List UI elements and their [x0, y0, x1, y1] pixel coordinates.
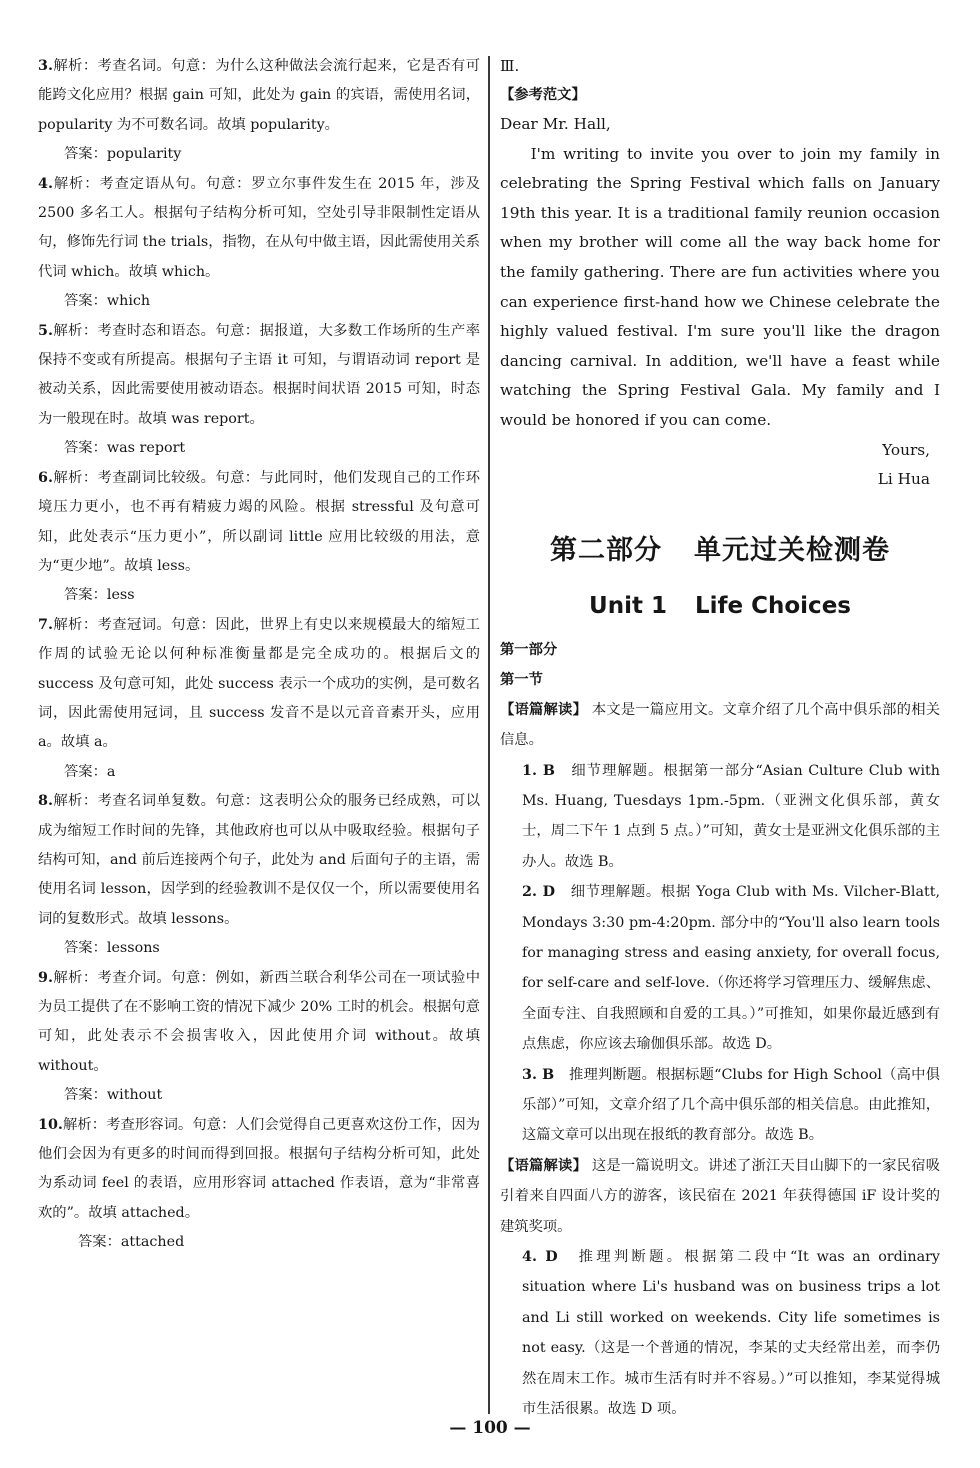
answer-6: 答案：less [64, 587, 135, 604]
answer-5: 答案：was report [64, 440, 186, 457]
answer-4: 答案：which [64, 293, 151, 310]
explanation-5: 5.解析：考查时态和语态。句意：据报道，大多数工作场所的生产率保持不变或有所提高。根据句子主语 it 可知，与谓语动词 report 是被动关系，因此需要使用被动语态。根据时间状语 2015 可知，时态为一般现在时。故填 was report。 [38, 322, 480, 427]
right-column [500, 52, 940, 1424]
explanation-9: 9.解析：考查介词。句意：例如，新西兰联合利华公司在一项试验中为员工提供了在不影响工资的情况下减少 20% 工时的机会。根据句意可知，此处表示不会损害收入，因此使用介词 without。故填 without。 [38, 969, 480, 1074]
passage-1-summary: 【语篇解读】 本文是一篇应用文。文章介绍了几个高中俱乐部的相关信息。 [500, 701, 941, 749]
answer-9: 答案：without [64, 1087, 163, 1104]
question-3-explanation: 3. B 推理判断题。根据标题“Clubs for High School（高中俱乐部）”可知，文章介绍了几个高中俱乐部的相关信息。由此推知，这篇文章可以出现在报纸的教育部分。故选 B。 [522, 1066, 940, 1144]
unit-number: Unit 1 [589, 592, 667, 619]
letter-closing: Yours, [882, 440, 930, 459]
question-4-explanation: 4. D 推理判断题。根据第二段中“It was an ordinary situation where Li's husband was on business trips a lot and Li still worked on weekends. City life sometimes is not easy.（这是一个普通的情况，李某的丈夫经常出差，而李仍然在周末工作。城市生活有时并不容易。）”可以推知，李某觉得城市生活很累。故选 D 项。 [522, 1249, 940, 1418]
part-name: 单元过关检测卷 [694, 534, 890, 566]
explanation-4: 4.解析：考查定语从句。句意：罗立尔事件发生在 2015 年，涉及 2500 多名工人。根据句子结构分析可知，空处引导非限制性定语从句，修饰先行词 the trials，指物，在从句中做主语，因此需使用关系代词 which。故填 which。 [38, 175, 480, 280]
part-number: 第二部分 [550, 534, 662, 566]
question-2-explanation: 2. D 细节理解题。根据 Yoga Club with Ms. Vilcher-Blatt, Mondays 3:30 pm-4:20pm. 部分中的“You'll also learn tools for managing stress and easing anxiety, for overall focus, for self-care and self-love.（你还将学习管理压力、缓解焦虑、全面专注、自我照顾和自爱的工具。）”可推知，如果你最近感到有点焦虑，你应该去瑜伽俱乐部。故选 D。 [522, 884, 940, 1053]
explanation-8: 8.解析：考查名词单复数。句意：这表明公众的服务已经成熟，可以成为缩短工作时间的先锋，其他政府也可以从中吸取经验。根据句子结构可知，and 前后连接两个句子，此处为 and 后面句子的主语，需使用名词 lesson，因学到的经验教训不是仅仅一个，所以需要使用名词的复数形式。故填 lessons。 [38, 793, 480, 927]
passage-2-summary: 【语篇解读】 这是一篇说明文。讲述了浙江天目山脚下的一家民宿吸引着来自四面八方的游客，该民宿在 2021 年获得德国 iF 设计奖的建筑奖项。 [500, 1157, 941, 1235]
left-column [38, 52, 480, 1258]
letter-signature: Li Hua [877, 470, 930, 489]
unit-name: Life Choices [694, 592, 851, 619]
section-heading: 第一部分 [500, 641, 558, 658]
part-heading [500, 525, 940, 577]
answer-7: 答案：a [64, 763, 116, 780]
reference-essay-label: 【参考范文】 [500, 87, 586, 103]
question-1-explanation: 1. B 细节理解题。根据第一部分“Asian Culture Club with Ms. Huang, Tuesdays 1pm.-5pm.（亚洲文化俱乐部，黄女士，周二下午 1 点到 5 点。）”可知，黄女士是亚洲文化俱乐部的主办人。故选 B。 [522, 762, 940, 870]
explanation-10: 10.解析：考查形容词。句意：人们会觉得自己更喜欢这份工作，因为他们会因为有更多的时间而得到回报。根据句子结构分析可知，此处为系动词 feel 的表语，应用形容词 attached 作表语，意为“非常喜欢的”。故填 attached。 [38, 1116, 480, 1221]
subsection-heading: 第一节 [500, 671, 543, 688]
answer-3: 答案：popularity [64, 146, 182, 163]
explanation-3: 3.解析：考查名词。句意：为什么这种做法会流行起来，它是否有可能跨文化应用？根据 gain 可知，此处为 gain 的宾语，需使用名词，popularity 为不可数名词。故填 popularity。 [38, 58, 480, 133]
unit-heading [500, 577, 940, 635]
letter-greeting: Dear Mr. Hall, [500, 115, 611, 133]
column-divider [488, 56, 490, 1414]
answer-10: 答案：attached [78, 1234, 185, 1251]
roman-numeral-mark: Ⅲ. [500, 57, 520, 75]
answer-8: 答案：lessons [64, 940, 160, 957]
explanation-6: 6.解析：考查副词比较级。句意：与此同时，他们发现自己的工作环境压力更小，也不再有精疲力竭的风险。根据 stressful 及句意可知，此处表示“压力更小”，所以副词 little 应用比较级的用法，意为“更少地”。故填 less。 [38, 469, 480, 574]
page-number: — 100 — [449, 1418, 531, 1438]
explanation-7: 7.解析：考查冠词。句意：因此，世界上有史以来规模最大的缩短工作周的试验无论以何种标准衡量都是完全成功的。根据后文的 success 及句意可知，此处 success 表示一个成功的实例，是可数名词，因此需使用冠词，且 success 发音不是以元音音素开头，应用 a。故填 a。 [38, 616, 480, 751]
letter-body: I'm writing to invite you over to join my family in celebrating the Spring Festival which falls on January 19th this year. It is a traditional family reunion occasion when my brother will come all the way back home for the family gathering. There are fun activities where you can experience first-hand how we Chinese celebrate the highly valued festival. I'm sure you'll like the dragon dancing carnival. In addition, we'll have a feast while watching the Spring Festival Gala. My family and I would be honored if you can come. [500, 144, 940, 429]
